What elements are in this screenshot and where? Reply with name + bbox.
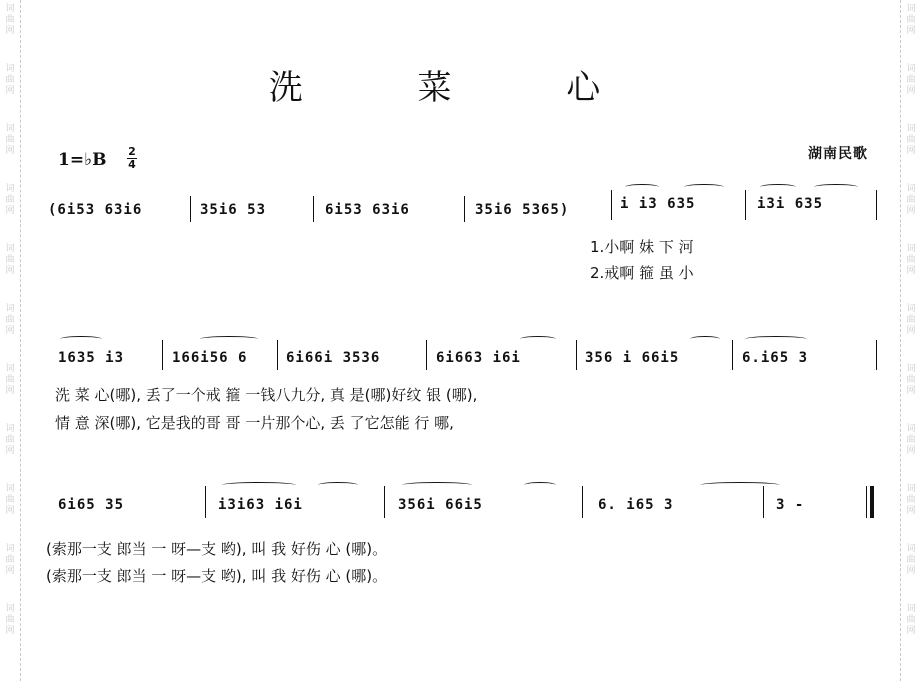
meter-top: 2 (128, 145, 136, 158)
bar-line (313, 196, 314, 222)
watermark-right: 词曲网 (906, 244, 916, 276)
key-signature: 1=♭B (58, 150, 107, 170)
watermark-right: 词曲网 (906, 184, 916, 216)
watermark-left: 词曲网 (5, 604, 15, 636)
watermark-left: 词曲网 (5, 424, 15, 456)
watermark-right: 词曲网 (906, 304, 916, 336)
bar-line (576, 340, 577, 370)
slur-mark (524, 482, 556, 488)
watermark-left: 词曲网 (5, 184, 15, 216)
watermark-right: 词曲网 (906, 124, 916, 156)
lyric-verse-1: 1.小啊 妹 下 河 (590, 238, 694, 256)
bar-line (384, 486, 385, 518)
bar-line (464, 196, 465, 222)
song-source: 湖南民歌 (808, 146, 868, 162)
slur-mark (222, 482, 296, 488)
bar-line (205, 486, 206, 518)
measure-notes: 356 i 66i5 (585, 350, 680, 366)
slur-mark (814, 184, 858, 190)
measure-notes: i3i63 i6i (218, 497, 303, 513)
measure-notes: 35i6 5365) (475, 202, 570, 218)
page-title: 洗 菜 心 (268, 68, 653, 108)
slur-mark (200, 336, 258, 342)
lyric-verse-2: 2.戒啊 箍 虽 小 (590, 264, 694, 282)
watermark-right: 词曲网 (906, 364, 916, 396)
bar-line (582, 486, 583, 518)
bar-line (426, 340, 427, 370)
measure-notes: 166i56 6 (172, 350, 248, 366)
watermark-left: 词曲网 (5, 244, 15, 276)
watermark-left: 词曲网 (5, 64, 15, 96)
tie-mark (700, 482, 780, 488)
bar-line (611, 190, 612, 220)
measure-notes: i3i 635 (757, 196, 824, 212)
slur-mark (684, 184, 724, 190)
slur-mark (690, 336, 720, 342)
watermark-left: 词曲网 (5, 484, 15, 516)
bar-line (732, 340, 733, 370)
slur-mark (520, 336, 556, 342)
watermark-right: 词曲网 (906, 544, 916, 576)
watermark-right: 词曲网 (906, 484, 916, 516)
bar-line (277, 340, 278, 370)
bar-line (876, 340, 877, 370)
watermark-right: 词曲网 (906, 604, 916, 636)
slur-mark (318, 482, 358, 488)
watermark-right: 词曲网 (906, 424, 916, 456)
lyric-verse-1: 洗 菜 心(哪), 丢了一个戒 箍 一钱八九分, 真 是(哪)好纹 银 (哪), (55, 386, 478, 404)
slur-mark (745, 336, 807, 342)
measure-notes: 1635 i3 (58, 350, 125, 366)
measure-notes: 35i6 53 (200, 202, 267, 218)
measure-notes: 6i66i 3536 (286, 350, 381, 366)
bar-line (876, 190, 877, 220)
slur-mark (760, 184, 796, 190)
watermark-left: 词曲网 (5, 544, 15, 576)
measure-notes: 6i53 63i6 (325, 202, 410, 218)
meter-bottom: 4 (128, 158, 136, 171)
watermark-left: 词曲网 (5, 124, 15, 156)
slur-mark (60, 336, 102, 342)
lyric-verse-2: (索那一支 郎当 一 呀—支 哟), 叫 我 好伤 心 (哪)。 (46, 567, 388, 585)
measure-notes: i i3 635 (620, 196, 696, 212)
measure-notes: (6i53 63i6 (48, 202, 143, 218)
measure-notes: 6.i65 3 (742, 350, 809, 366)
final-bar-line (870, 486, 874, 518)
bar-line (763, 486, 764, 518)
bar-line (162, 340, 163, 370)
bar-line (745, 190, 746, 220)
measure-notes: 6i663 i6i (436, 350, 521, 366)
slur-mark (625, 184, 659, 190)
measure-notes: 6. i65 3 (598, 497, 674, 513)
measure-notes: 3 - (776, 497, 805, 513)
slur-mark (402, 482, 472, 488)
watermark-left: 词曲网 (5, 304, 15, 336)
watermark-left: 词曲网 (5, 364, 15, 396)
lyric-verse-2: 情 意 深(哪), 它是我的哥 哥 一片那个心, 丢 了它怎能 行 哪, (55, 414, 454, 432)
watermark-right: 词曲网 (906, 4, 916, 36)
bar-line (190, 196, 191, 222)
measure-notes: 356i 66i5 (398, 497, 483, 513)
time-signature (127, 147, 137, 170)
bar-line (866, 486, 867, 518)
measure-notes: 6i65 35 (58, 497, 125, 513)
watermark-right: 词曲网 (906, 64, 916, 96)
watermark-left: 词曲网 (5, 4, 15, 36)
lyric-verse-1: (索那一支 郎当 一 呀—支 哟), 叫 我 好伤 心 (哪)。 (46, 540, 388, 558)
